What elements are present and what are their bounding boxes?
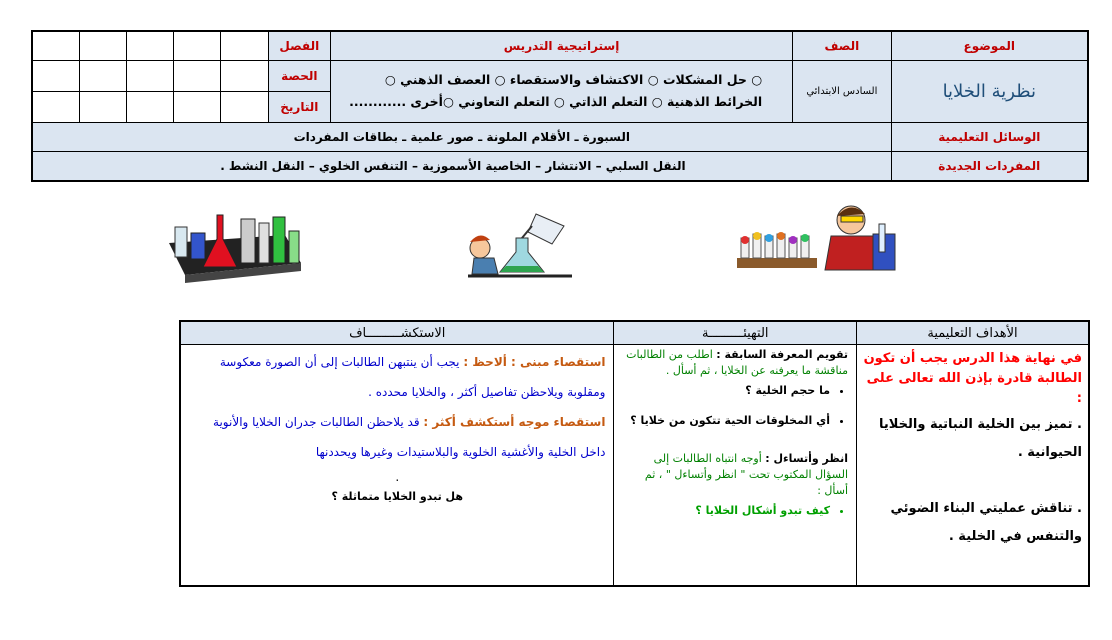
lesson-plan-table xyxy=(179,320,1090,587)
prep-question: • كيف تبدو أشكال الخلايا ؟ xyxy=(622,503,830,519)
prep-question: • ما حجم الخلية ؟ xyxy=(622,383,830,399)
look-wonder-label: انظر وأتساءل : xyxy=(765,452,849,465)
period-cell xyxy=(174,60,221,91)
date-cell xyxy=(221,91,268,122)
explore-question: هل تبدو الخلايا متماثلة ؟ xyxy=(331,490,463,503)
explore-header: الاستكشـــــــــاف xyxy=(180,321,614,345)
topic-value: نظرية الخلايا xyxy=(891,60,1088,122)
class-label: الفصل xyxy=(268,31,330,60)
look-wonder-text: أوجه انتباه الطالبات إلى السؤال المكتوب تحت " انظر وأتساءل " ، ثم أسأل : xyxy=(644,452,849,497)
date-cell xyxy=(32,91,79,122)
explore-cell xyxy=(180,345,614,587)
class-cell xyxy=(127,31,174,60)
date-cell xyxy=(127,91,174,122)
objective-item: . تميز بين الخلية النباتية والخلايا الحيوانية . xyxy=(879,417,1082,460)
class-cell xyxy=(32,31,79,60)
lab-glassware-icon xyxy=(165,205,305,285)
lesson-header-table xyxy=(31,30,1089,182)
vocab-label: المفردات الجديدة xyxy=(891,151,1088,181)
explore-dot: . xyxy=(395,470,400,484)
period-cell xyxy=(127,60,174,91)
aids-label: الوسائل التعليمية xyxy=(891,122,1088,151)
class-cell xyxy=(174,31,221,60)
objective-item: . تناقش عمليتي البناء الضوئي والتنفس في الخلية . xyxy=(890,501,1082,544)
grade-value: السادس الابتدائي xyxy=(793,60,891,122)
date-cell xyxy=(174,91,221,122)
objectives-cell xyxy=(857,345,1089,587)
period-cell xyxy=(32,60,79,91)
inquiry1-text: يجب أن ينتبهن الطالبات إلى أن الصورة معكوسة ومقلوبة ويلاحظن تفاصيل أكثر ، والخلايا محدده . xyxy=(219,355,606,399)
period-cell xyxy=(79,60,126,91)
inquiry2-text: قد يلاحظن الطالبات جدران الخلايا والأنوية داخل الخلية والأغشية الخلوية والبلاستيدات وغيرها ويحددنها xyxy=(213,415,606,459)
scientist-experiment-icon xyxy=(466,208,576,280)
date-cell xyxy=(79,91,126,122)
objectives-intro: في نهاية هذا الدرس يجب أن تكون الطالبة قادرة بإذن الله تعالى على : xyxy=(863,351,1082,406)
prep-cell xyxy=(614,345,857,587)
vocab-value: النقل السلبي – الانتشار – الخاصية الأسموزية – التنفس الخلوي – النقل النشط . xyxy=(32,151,891,181)
aids-value: السبورة ـ الأقلام الملونة ـ صور علمية ـ بطاقات المفردات xyxy=(32,122,891,151)
inquiry1-label: استقصاء مبنى : ألاحظ : xyxy=(463,355,606,369)
date-label: التاريخ xyxy=(268,91,330,122)
class-cell xyxy=(221,31,268,60)
strategy-options: ○ حل المشكلات ○ الاكتشاف والاستقصاء ○ العصف الذهني ○ الخرائط الذهنية ○ التعلم الذاتي ○ التعلم التعاوني ○أخرى ............ xyxy=(330,60,792,122)
class-cell xyxy=(79,31,126,60)
prep-header: التهيئـــــــــة xyxy=(614,321,857,345)
child-test-tubes-icon xyxy=(733,200,903,284)
prior-knowledge-text: اطلب من الطالبات مناقشة ما يعرفنه عن الخلايا ، ثم أسأل . xyxy=(626,348,849,377)
topic-label: الموضوع xyxy=(891,31,1088,60)
inquiry2-label: استقصاء موجه أستكشف أكثر : xyxy=(423,415,606,429)
strategy-label: إستراتيجية التدريس xyxy=(330,31,792,60)
period-label: الحصة xyxy=(268,60,330,91)
objectives-header: الأهداف التعليمية xyxy=(857,321,1089,345)
grade-label: الصف xyxy=(793,31,891,60)
period-cell xyxy=(221,60,268,91)
prior-knowledge-label: تقويم المعرفة السابقة : xyxy=(716,348,849,361)
prep-question: • أي المخلوقات الحية تتكون من خلايا ؟ xyxy=(622,413,830,429)
